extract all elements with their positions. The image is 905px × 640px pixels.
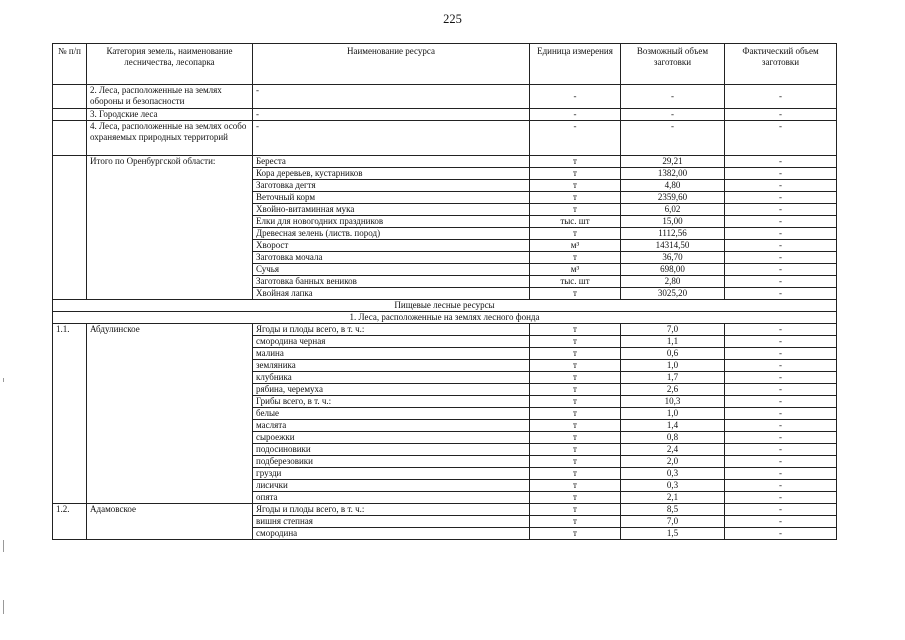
resource-cell: Хвойная лапка xyxy=(253,288,530,300)
unit-cell: т xyxy=(530,408,621,420)
possible-cell: 2,80 xyxy=(621,276,725,288)
possible-cell: 8,5 xyxy=(621,504,725,516)
unit-cell: т xyxy=(530,204,621,216)
possible-cell: 0,3 xyxy=(621,480,725,492)
actual-cell: - xyxy=(725,276,837,288)
resource-cell: Сучья xyxy=(253,264,530,276)
header-num: № п/п xyxy=(53,44,87,85)
header-possible-volume: Возможный объем заготовки xyxy=(621,44,725,85)
resource-cell: смородина черная xyxy=(253,336,530,348)
actual-cell: - xyxy=(725,336,837,348)
actual-cell: - xyxy=(725,348,837,360)
unit-cell: т xyxy=(530,288,621,300)
possible-cell: 1,0 xyxy=(621,360,725,372)
possible-cell: 4,80 xyxy=(621,180,725,192)
unit-cell: т xyxy=(530,252,621,264)
total-label-cell: Итого по Оренбургской области: xyxy=(87,156,253,300)
unit-cell: т xyxy=(530,504,621,516)
actual-cell: - xyxy=(725,492,837,504)
possible-cell: 1,5 xyxy=(621,528,725,540)
section-title-row xyxy=(53,300,837,312)
possible-cell: 0,8 xyxy=(621,432,725,444)
possible-cell: 29,21 xyxy=(621,156,725,168)
unit-cell: т xyxy=(530,456,621,468)
actual-cell: - xyxy=(725,180,837,192)
resource-cell: малина xyxy=(253,348,530,360)
resource-cell: - xyxy=(253,109,530,121)
unit-cell: т xyxy=(530,180,621,192)
table-row xyxy=(53,85,837,109)
resource-cell: сыроежки xyxy=(253,432,530,444)
possible-cell: 1112,56 xyxy=(621,228,725,240)
header-category: Категория земель, наименование лесничества, лесопарка xyxy=(87,44,253,85)
unit-cell: т xyxy=(530,444,621,456)
unit-cell: - xyxy=(530,109,621,121)
header-resource: Наименование ресурса xyxy=(253,44,530,85)
resource-cell: грузди xyxy=(253,468,530,480)
possible-cell: 2,1 xyxy=(621,492,725,504)
subsection-title: 1. Леса, расположенные на землях лесного фонда xyxy=(53,312,837,324)
unit-cell: т xyxy=(530,168,621,180)
possible-cell: 7,0 xyxy=(621,516,725,528)
possible-cell: 7,0 xyxy=(621,324,725,336)
actual-cell: - xyxy=(725,204,837,216)
num-cell xyxy=(53,156,87,300)
unit-cell: т xyxy=(530,432,621,444)
actual-cell: - xyxy=(725,444,837,456)
actual-cell: - xyxy=(725,420,837,432)
unit-cell: т xyxy=(530,516,621,528)
actual-cell: - xyxy=(725,384,837,396)
possible-cell: 2,4 xyxy=(621,444,725,456)
possible-cell: - xyxy=(621,109,725,121)
actual-cell: - xyxy=(725,85,837,109)
forestry-name-cell: Абдулинское xyxy=(87,324,253,504)
actual-cell: - xyxy=(725,324,837,336)
possible-cell: 0,6 xyxy=(621,348,725,360)
possible-cell: 698,00 xyxy=(621,264,725,276)
possible-cell: 0,3 xyxy=(621,468,725,480)
resource-cell: Ягоды и плоды всего, в т. ч.: xyxy=(253,324,530,336)
unit-cell: т xyxy=(530,228,621,240)
actual-cell: - xyxy=(725,264,837,276)
possible-cell: 1,0 xyxy=(621,408,725,420)
category-cell: 4. Леса, расположенные на землях особо охраняемых природных территорий xyxy=(87,121,253,156)
table-row xyxy=(53,109,837,121)
actual-cell: - xyxy=(725,456,837,468)
forestry-num-cell: 1.1. xyxy=(53,324,87,504)
unit-cell: т xyxy=(530,372,621,384)
page-number: 225 xyxy=(443,12,462,26)
unit-cell: т xyxy=(530,360,621,372)
resource-cell: Заготовка мочала xyxy=(253,252,530,264)
possible-cell: 1,7 xyxy=(621,372,725,384)
resource-cell: Елки для новогодних праздников xyxy=(253,216,530,228)
actual-cell: - xyxy=(725,360,837,372)
resource-cell: земляника xyxy=(253,360,530,372)
scan-margin-mark xyxy=(3,378,4,382)
unit-cell: т xyxy=(530,396,621,408)
unit-cell: т xyxy=(530,384,621,396)
actual-cell: - xyxy=(725,504,837,516)
actual-cell: - xyxy=(725,480,837,492)
header-unit: Единица измерения xyxy=(530,44,621,85)
resource-cell: Древесная зелень (листв. пород) xyxy=(253,228,530,240)
scan-margin-mark xyxy=(3,600,4,614)
possible-cell: 14314,50 xyxy=(621,240,725,252)
resource-cell: опята xyxy=(253,492,530,504)
actual-cell: - xyxy=(725,372,837,384)
possible-cell: 15,00 xyxy=(621,216,725,228)
unit-cell: - xyxy=(530,85,621,109)
unit-cell: т xyxy=(530,528,621,540)
unit-cell: т xyxy=(530,420,621,432)
possible-cell: 10,3 xyxy=(621,396,725,408)
possible-cell: 3025,20 xyxy=(621,288,725,300)
possible-cell: 6,02 xyxy=(621,204,725,216)
resource-cell: клубника xyxy=(253,372,530,384)
possible-cell: - xyxy=(621,121,725,156)
resources-table xyxy=(52,43,837,540)
resource-cell: - xyxy=(253,121,530,156)
resource-cell: лисички xyxy=(253,480,530,492)
actual-cell: - xyxy=(725,109,837,121)
actual-cell: - xyxy=(725,252,837,264)
actual-cell: - xyxy=(725,228,837,240)
resource-cell: - xyxy=(253,85,530,109)
unit-cell: т xyxy=(530,324,621,336)
possible-cell: 2,0 xyxy=(621,456,725,468)
possible-cell: 2,6 xyxy=(621,384,725,396)
unit-cell: м³ xyxy=(530,264,621,276)
header-actual-volume: Фактический объем заготовки xyxy=(725,44,837,85)
unit-cell: тыс. шт xyxy=(530,216,621,228)
resource-cell: Заготовка банных веников xyxy=(253,276,530,288)
actual-cell: - xyxy=(725,168,837,180)
unit-cell: т xyxy=(530,192,621,204)
resource-cell: белые xyxy=(253,408,530,420)
resource-cell: вишня степная xyxy=(253,516,530,528)
resource-cell: Хвойно-витаминная мука xyxy=(253,204,530,216)
unit-cell: т xyxy=(530,468,621,480)
actual-cell: - xyxy=(725,528,837,540)
resource-cell: подберезовики xyxy=(253,456,530,468)
actual-cell: - xyxy=(725,121,837,156)
unit-cell: т xyxy=(530,492,621,504)
actual-cell: - xyxy=(725,408,837,420)
unit-cell: м³ xyxy=(530,240,621,252)
resource-cell: Кора деревьев, кустарников xyxy=(253,168,530,180)
possible-cell: 36,70 xyxy=(621,252,725,264)
resource-cell: подосиновики xyxy=(253,444,530,456)
table-row xyxy=(53,324,837,336)
category-cell: 2. Леса, расположенные на землях обороны и безопасности xyxy=(87,85,253,109)
subsection-title-row xyxy=(53,312,837,324)
actual-cell: - xyxy=(725,192,837,204)
actual-cell: - xyxy=(725,516,837,528)
scan-margin-mark xyxy=(3,540,4,552)
section-title: Пищевые лесные ресурсы xyxy=(53,300,837,312)
actual-cell: - xyxy=(725,288,837,300)
table-header-row xyxy=(53,44,837,85)
unit-cell: т xyxy=(530,348,621,360)
forestry-name-cell: Адамовское xyxy=(87,504,253,540)
actual-cell: - xyxy=(725,240,837,252)
actual-cell: - xyxy=(725,396,837,408)
resource-cell: смородина xyxy=(253,528,530,540)
unit-cell: тыс. шт xyxy=(530,276,621,288)
forestry-num-cell: 1.2. xyxy=(53,504,87,540)
actual-cell: - xyxy=(725,216,837,228)
resource-cell: Береста xyxy=(253,156,530,168)
resource-cell: Грибы всего, в т. ч.: xyxy=(253,396,530,408)
category-cell: 3. Городские леса xyxy=(87,109,253,121)
possible-cell: 1,1 xyxy=(621,336,725,348)
resource-cell: Ягоды и плоды всего, в т. ч.: xyxy=(253,504,530,516)
unit-cell: т xyxy=(530,336,621,348)
resource-cell: маслята xyxy=(253,420,530,432)
possible-cell: 1382,00 xyxy=(621,168,725,180)
unit-cell: т xyxy=(530,156,621,168)
unit-cell: - xyxy=(530,121,621,156)
table-row xyxy=(53,156,837,168)
possible-cell: - xyxy=(621,85,725,109)
table-row xyxy=(53,504,837,516)
actual-cell: - xyxy=(725,156,837,168)
unit-cell: т xyxy=(530,480,621,492)
actual-cell: - xyxy=(725,468,837,480)
resource-cell: Веточный корм xyxy=(253,192,530,204)
resource-cell: Хворост xyxy=(253,240,530,252)
resource-cell: рябина, черемуха xyxy=(253,384,530,396)
table-row xyxy=(53,121,837,156)
possible-cell: 1,4 xyxy=(621,420,725,432)
actual-cell: - xyxy=(725,432,837,444)
resource-cell: Заготовка дегтя xyxy=(253,180,530,192)
possible-cell: 2359,60 xyxy=(621,192,725,204)
